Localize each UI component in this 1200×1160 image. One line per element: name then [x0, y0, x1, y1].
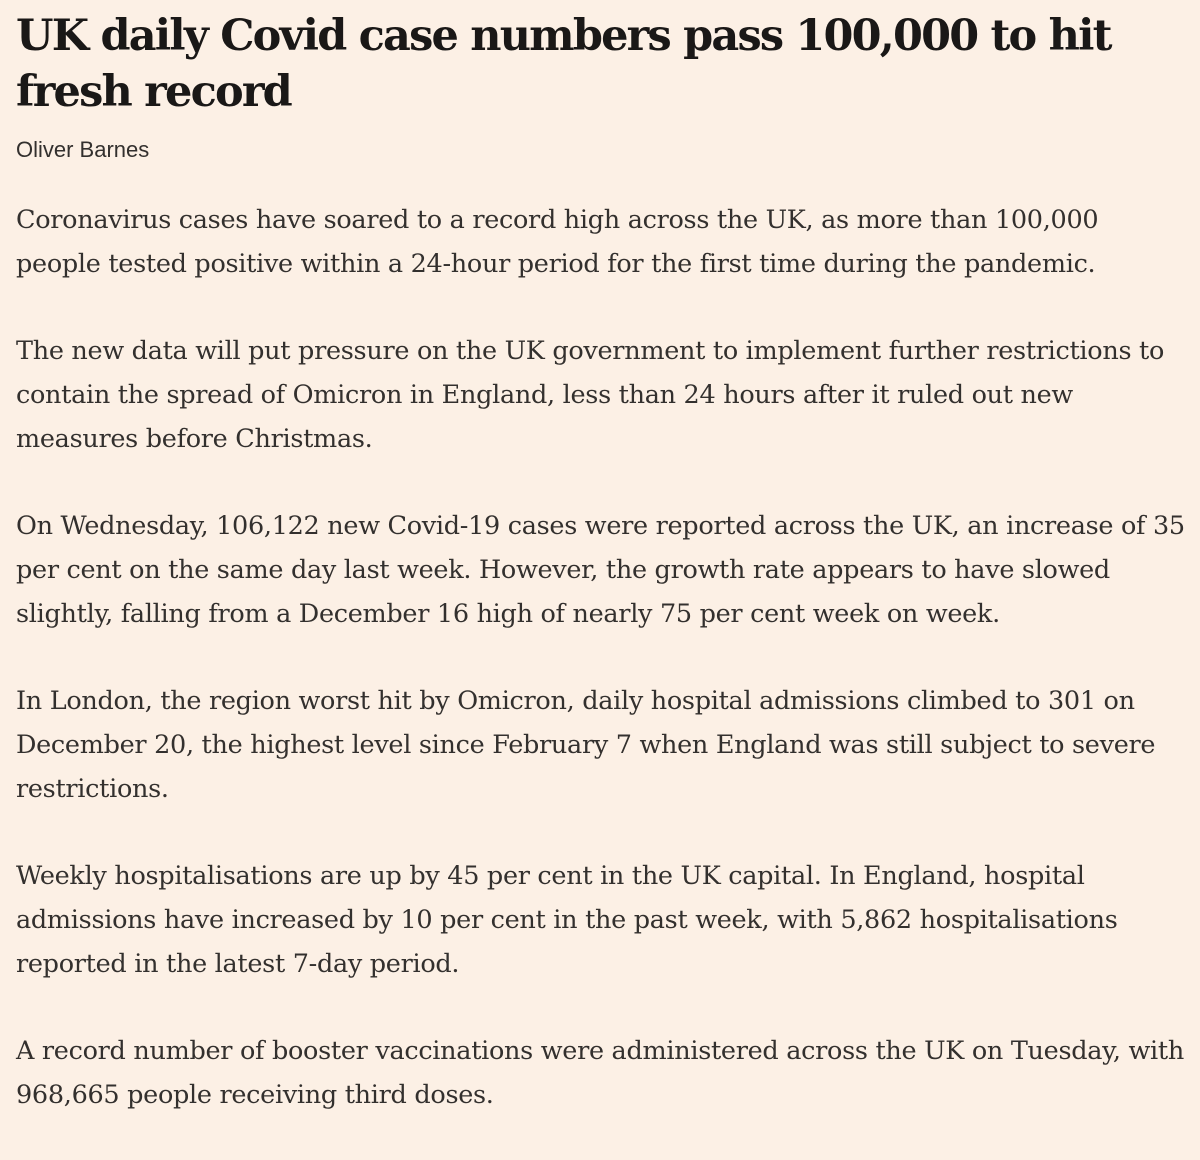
article-body — [16, 198, 1188, 1117]
article-byline[interactable]: Oliver Barnes — [16, 137, 150, 162]
article — [16, 0, 1188, 1160]
article-paragraph: Coronavirus cases have soared to a record high across the UK, as more than 100,000 people tested positive within a 24-hour period for the first time during the pandemic. — [16, 205, 1099, 279]
article-paragraph: The new data will put pressure on the UK government to implement further restrictions to contain the spread of Omicron in England, less than 24 hours after it ruled out new measures before Christmas. — [16, 336, 1165, 454]
article-paragraph: On Wednesday, 106,122 new Covid-19 cases were reported across the UK, an increase of 35 per cent on the same day last week. However, the growth rate appears to have slowed slightly, falling from a December 16 high of nearly 75 per cent week on week. — [16, 511, 1185, 629]
article-paragraph: A record number of booster vaccinations were administered across the UK on Tuesday, with 968,665 people receiving third doses. — [16, 1036, 1184, 1110]
article-paragraph: In London, the region worst hit by Omicron, daily hospital admissions climbed to 301 on December 20, the highest level since February 7 when England was still subject to severe restrictions. — [16, 686, 1156, 804]
article-paragraph: Weekly hospitalisations are up by 45 per cent in the UK capital. In England, hospital admissions have increased by 10 per cent in the past week, with 5,862 hospitalisations reported in the latest 7-day period. — [16, 861, 1118, 979]
article-headline: UK daily Covid case numbers pass 100,000 to hit fresh record — [16, 11, 1111, 117]
